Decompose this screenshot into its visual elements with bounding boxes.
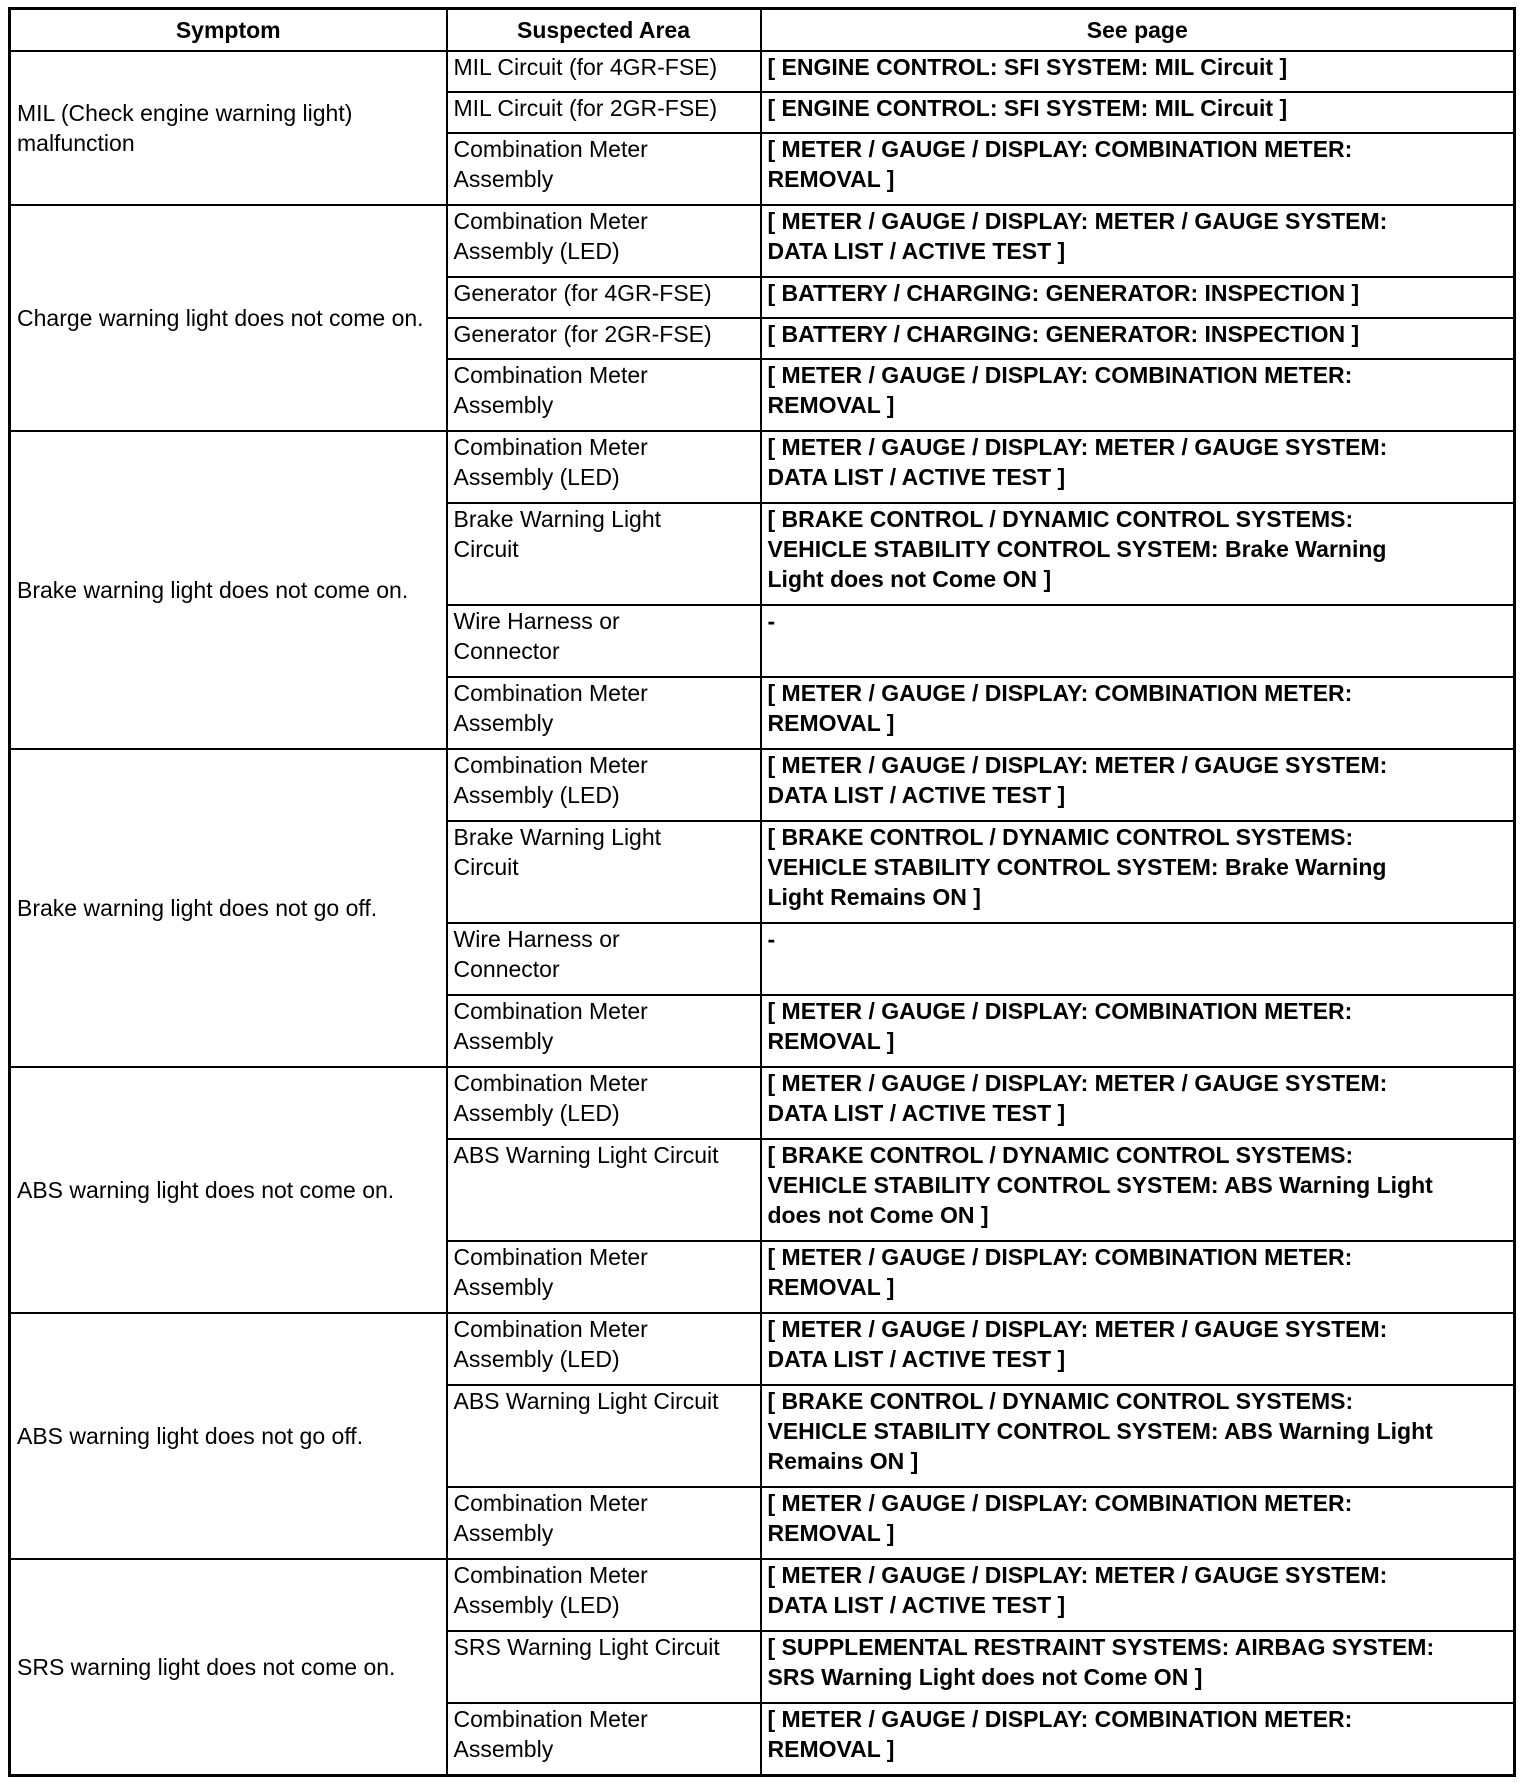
see-page-cell: [ METER / GAUGE / DISPLAY: COMBINATION METER: REMOVAL ] (761, 995, 1515, 1067)
suspected-area-cell: Combination Meter Assembly (447, 677, 761, 749)
see-page-cell: [ METER / GAUGE / DISPLAY: METER / GAUGE SYSTEM: DATA LIST / ACTIVE TEST ] (761, 1313, 1515, 1385)
suspected-area-cell: SRS Warning Light Circuit (447, 1631, 761, 1703)
see-page-cell: [ METER / GAUGE / DISPLAY: METER / GAUGE SYSTEM: DATA LIST / ACTIVE TEST ] (761, 431, 1515, 503)
symptom-cell: SRS warning light does not come on. (10, 1559, 447, 1776)
header-suspected-area: Suspected Area (447, 9, 761, 52)
suspected-area-cell: Combination Meter Assembly (447, 1703, 761, 1776)
symptom-cell: ABS warning light does not go off. (10, 1313, 447, 1559)
see-page-cell: [ BATTERY / CHARGING: GENERATOR: INSPECTION ] (761, 318, 1515, 359)
see-page-cell: [ ENGINE CONTROL: SFI SYSTEM: MIL Circuit ] (761, 51, 1515, 92)
see-page-cell: [ METER / GAUGE / DISPLAY: COMBINATION METER: REMOVAL ] (761, 133, 1515, 205)
see-page-cell: [ SUPPLEMENTAL RESTRAINT SYSTEMS: AIRBAG SYSTEM: SRS Warning Light does not Come ON ] (761, 1631, 1515, 1703)
table-row (10, 51, 1515, 92)
suspected-area-cell: Combination Meter Assembly (447, 133, 761, 205)
see-page-cell: [ ENGINE CONTROL: SFI SYSTEM: MIL Circuit ] (761, 92, 1515, 133)
see-page-cell: [ METER / GAUGE / DISPLAY: COMBINATION METER: REMOVAL ] (761, 1703, 1515, 1776)
see-page-cell: [ METER / GAUGE / DISPLAY: COMBINATION METER: REMOVAL ] (761, 677, 1515, 749)
suspected-area-cell: Brake Warning Light Circuit (447, 503, 761, 605)
suspected-area-cell: MIL Circuit (for 4GR-FSE) (447, 51, 761, 92)
suspected-area-cell: Combination Meter Assembly (447, 1487, 761, 1559)
symptom-cell: Brake warning light does not go off. (10, 749, 447, 1067)
see-page-cell: [ METER / GAUGE / DISPLAY: METER / GAUGE SYSTEM: DATA LIST / ACTIVE TEST ] (761, 1067, 1515, 1139)
header-row (10, 9, 1515, 52)
suspected-area-cell: Combination Meter Assembly (447, 359, 761, 431)
see-page-cell: [ METER / GAUGE / DISPLAY: METER / GAUGE SYSTEM: DATA LIST / ACTIVE TEST ] (761, 205, 1515, 277)
suspected-area-cell: Wire Harness or Connector (447, 605, 761, 677)
symptom-cell: ABS warning light does not come on. (10, 1067, 447, 1313)
table-row (10, 431, 1515, 503)
table-row (10, 1313, 1515, 1385)
suspected-area-cell: Wire Harness or Connector (447, 923, 761, 995)
suspected-area-cell: Generator (for 4GR-FSE) (447, 277, 761, 318)
symptom-cell: Brake warning light does not come on. (10, 431, 447, 749)
see-page-cell: [ BRAKE CONTROL / DYNAMIC CONTROL SYSTEMS: VEHICLE STABILITY CONTROL SYSTEM: Brake Warning Light Remains ON ] (761, 821, 1515, 923)
symptom-cell: MIL (Check engine warning light) malfunction (10, 51, 447, 205)
table-row (10, 749, 1515, 821)
suspected-area-cell: Combination Meter Assembly (LED) (447, 749, 761, 821)
see-page-cell: - (761, 923, 1515, 995)
suspected-area-cell: ABS Warning Light Circuit (447, 1385, 761, 1487)
table-row (10, 1559, 1515, 1631)
see-page-cell: [ METER / GAUGE / DISPLAY: COMBINATION METER: REMOVAL ] (761, 1487, 1515, 1559)
suspected-area-cell: Combination Meter Assembly (LED) (447, 1559, 761, 1631)
see-page-cell: [ BRAKE CONTROL / DYNAMIC CONTROL SYSTEMS: VEHICLE STABILITY CONTROL SYSTEM: ABS Warning Light does not Come ON ] (761, 1139, 1515, 1241)
suspected-area-cell: Combination Meter Assembly (LED) (447, 431, 761, 503)
see-page-cell: [ METER / GAUGE / DISPLAY: METER / GAUGE SYSTEM: DATA LIST / ACTIVE TEST ] (761, 749, 1515, 821)
suspected-area-cell: ABS Warning Light Circuit (447, 1139, 761, 1241)
see-page-cell: [ METER / GAUGE / DISPLAY: COMBINATION METER: REMOVAL ] (761, 1241, 1515, 1313)
see-page-cell: [ BRAKE CONTROL / DYNAMIC CONTROL SYSTEMS: VEHICLE STABILITY CONTROL SYSTEM: Brake Warning Light does not Come ON ] (761, 503, 1515, 605)
table-body (10, 51, 1515, 1776)
suspected-area-cell: Combination Meter Assembly (LED) (447, 205, 761, 277)
header-symptom: Symptom (10, 9, 447, 52)
suspected-area-cell: Combination Meter Assembly (LED) (447, 1313, 761, 1385)
symptom-table (8, 7, 1516, 1777)
suspected-area-cell: Combination Meter Assembly (447, 995, 761, 1067)
header-see-page: See page (761, 9, 1515, 52)
see-page-cell: - (761, 605, 1515, 677)
table-row (10, 205, 1515, 277)
suspected-area-cell: Combination Meter Assembly (447, 1241, 761, 1313)
see-page-cell: [ BRAKE CONTROL / DYNAMIC CONTROL SYSTEMS: VEHICLE STABILITY CONTROL SYSTEM: ABS Warning Light Remains ON ] (761, 1385, 1515, 1487)
symptom-cell: Charge warning light does not come on. (10, 205, 447, 431)
suspected-area-cell: Combination Meter Assembly (LED) (447, 1067, 761, 1139)
see-page-cell: [ METER / GAUGE / DISPLAY: METER / GAUGE SYSTEM: DATA LIST / ACTIVE TEST ] (761, 1559, 1515, 1631)
table-row (10, 1067, 1515, 1139)
see-page-cell: [ METER / GAUGE / DISPLAY: COMBINATION METER: REMOVAL ] (761, 359, 1515, 431)
see-page-cell: [ BATTERY / CHARGING: GENERATOR: INSPECTION ] (761, 277, 1515, 318)
suspected-area-cell: Generator (for 2GR-FSE) (447, 318, 761, 359)
suspected-area-cell: Brake Warning Light Circuit (447, 821, 761, 923)
suspected-area-cell: MIL Circuit (for 2GR-FSE) (447, 92, 761, 133)
